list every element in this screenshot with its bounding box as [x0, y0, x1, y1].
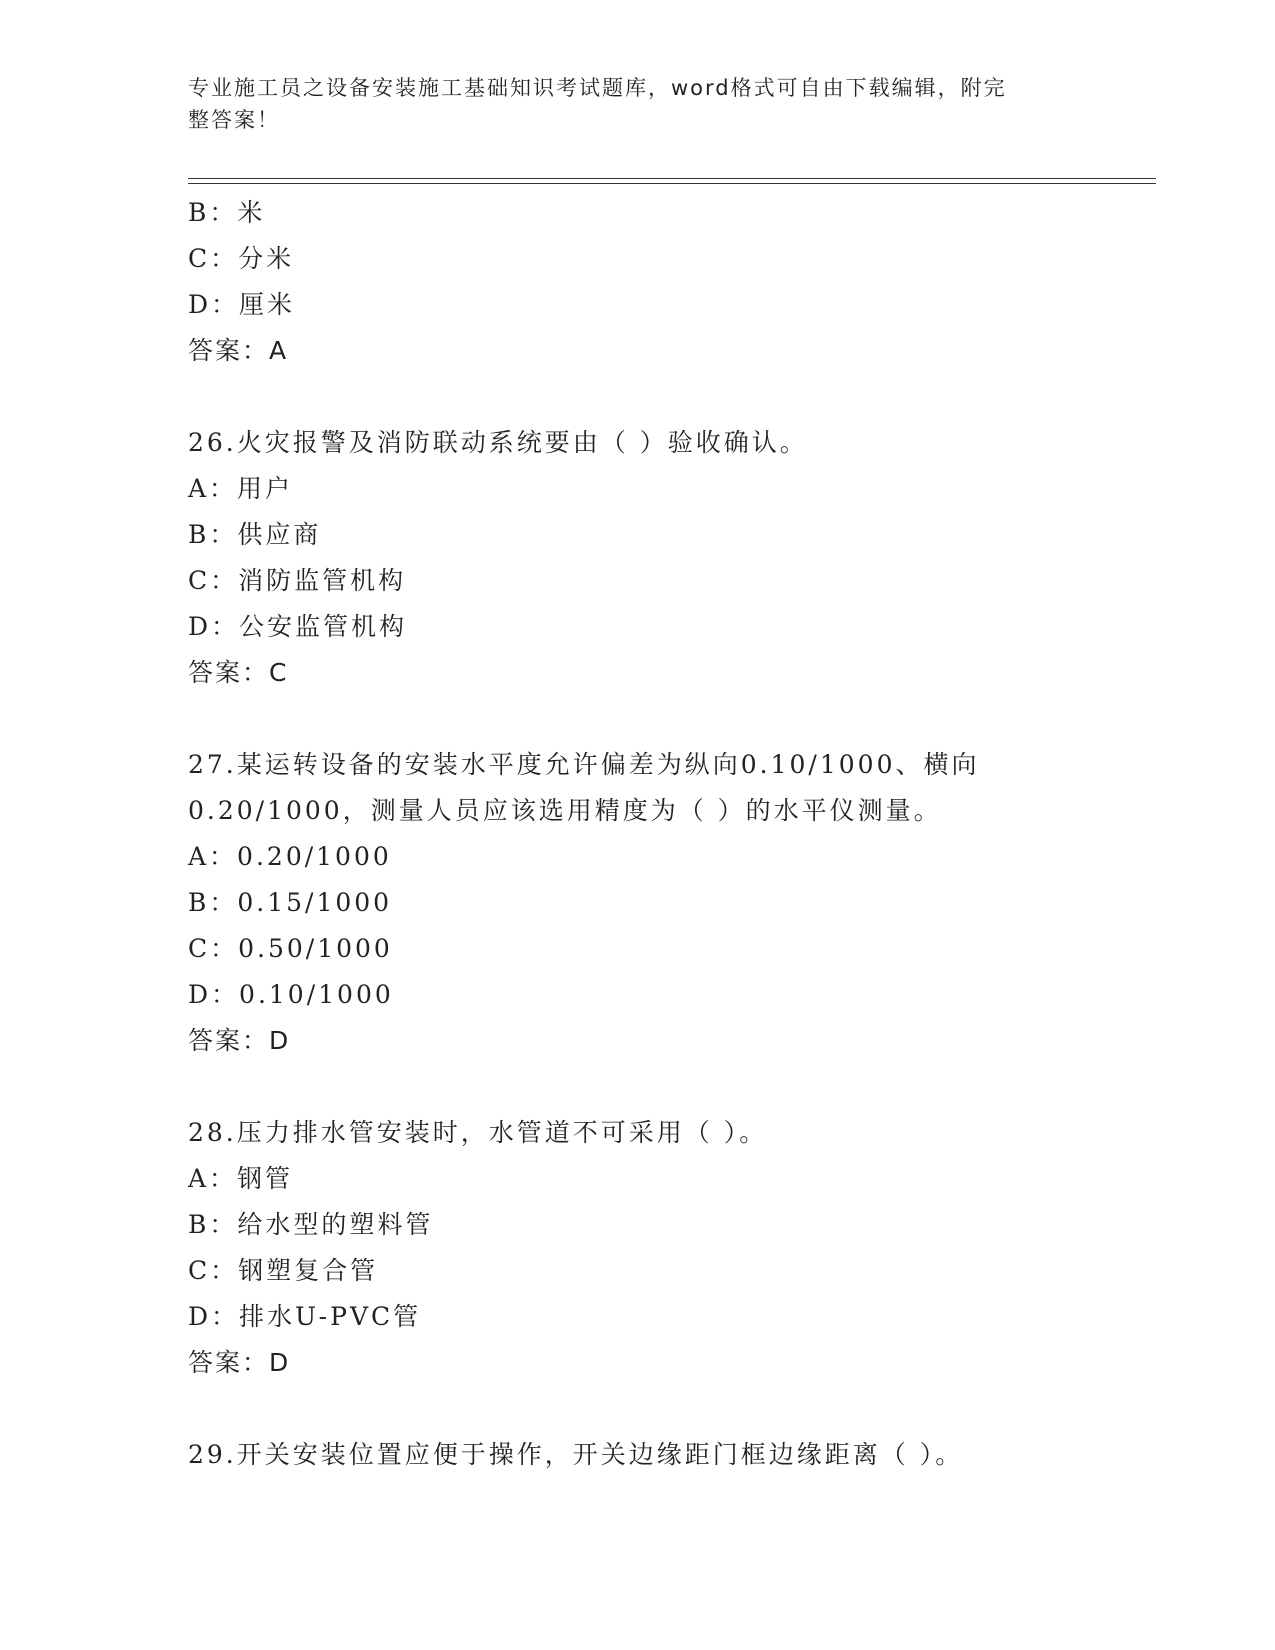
question-28-block: [188, 1110, 1156, 1386]
question-stem: 28.压力排水管安装时，水管道不可采用（ ）。: [188, 1118, 768, 1147]
option-a: A：钢管: [188, 1164, 294, 1193]
option-b: B：给水型的塑料管: [188, 1210, 434, 1239]
header-line-1: 专业施工员之设备安装施工基础知识考试题库，word格式可自由下载编辑，附完: [188, 76, 1007, 100]
question-27-block: [188, 742, 1156, 1064]
option-b: B：米: [188, 198, 266, 227]
option-c: C：0.50/1000: [188, 934, 393, 963]
answer-line: 答案：A: [188, 336, 289, 365]
option-c: C：分米: [188, 244, 295, 273]
question-list: [188, 190, 1156, 1478]
option-d: D：排水U-PVC管: [188, 1302, 422, 1331]
question-29-block: [188, 1432, 1156, 1478]
option-a: A：用户: [188, 474, 294, 503]
question-26-block: [188, 420, 1156, 696]
option-b: B：0.15/1000: [188, 888, 393, 917]
option-b: B：供应商: [188, 520, 322, 549]
option-c: C：钢塑复合管: [188, 1256, 379, 1285]
header-divider-bottom: [188, 183, 1156, 184]
spacer: [188, 1064, 1156, 1110]
option-d: D：0.10/1000: [188, 980, 394, 1009]
option-d: D：公安监管机构: [188, 612, 408, 641]
question-stem: 26.火灾报警及消防联动系统要由（ ）验收确认。: [188, 428, 808, 457]
answer-line: 答案：D: [188, 1348, 291, 1377]
question-25-block: [188, 190, 1156, 374]
question-stem: 29.开关安装位置应便于操作，开关边缘距门框边缘距离（ ）。: [188, 1440, 964, 1469]
option-a: A：0.20/1000: [188, 842, 392, 871]
question-stem-line-2: 0.20/1000，测量人员应该选用精度为（ ）的水平仪测量。: [188, 796, 942, 825]
answer-line: 答案：C: [188, 658, 289, 687]
spacer: [188, 696, 1156, 742]
header-divider-top: [188, 178, 1156, 179]
option-c: C：消防监管机构: [188, 566, 407, 595]
document-header: [188, 72, 1068, 136]
option-d: D：厘米: [188, 290, 296, 319]
question-stem-line-1: 27.某运转设备的安装水平度允许偏差为纵向0.10/1000、横向: [188, 750, 980, 779]
spacer: [188, 374, 1156, 420]
spacer: [188, 1386, 1156, 1432]
answer-line: 答案：D: [188, 1026, 291, 1055]
header-line-2: 整答案！: [188, 108, 280, 132]
